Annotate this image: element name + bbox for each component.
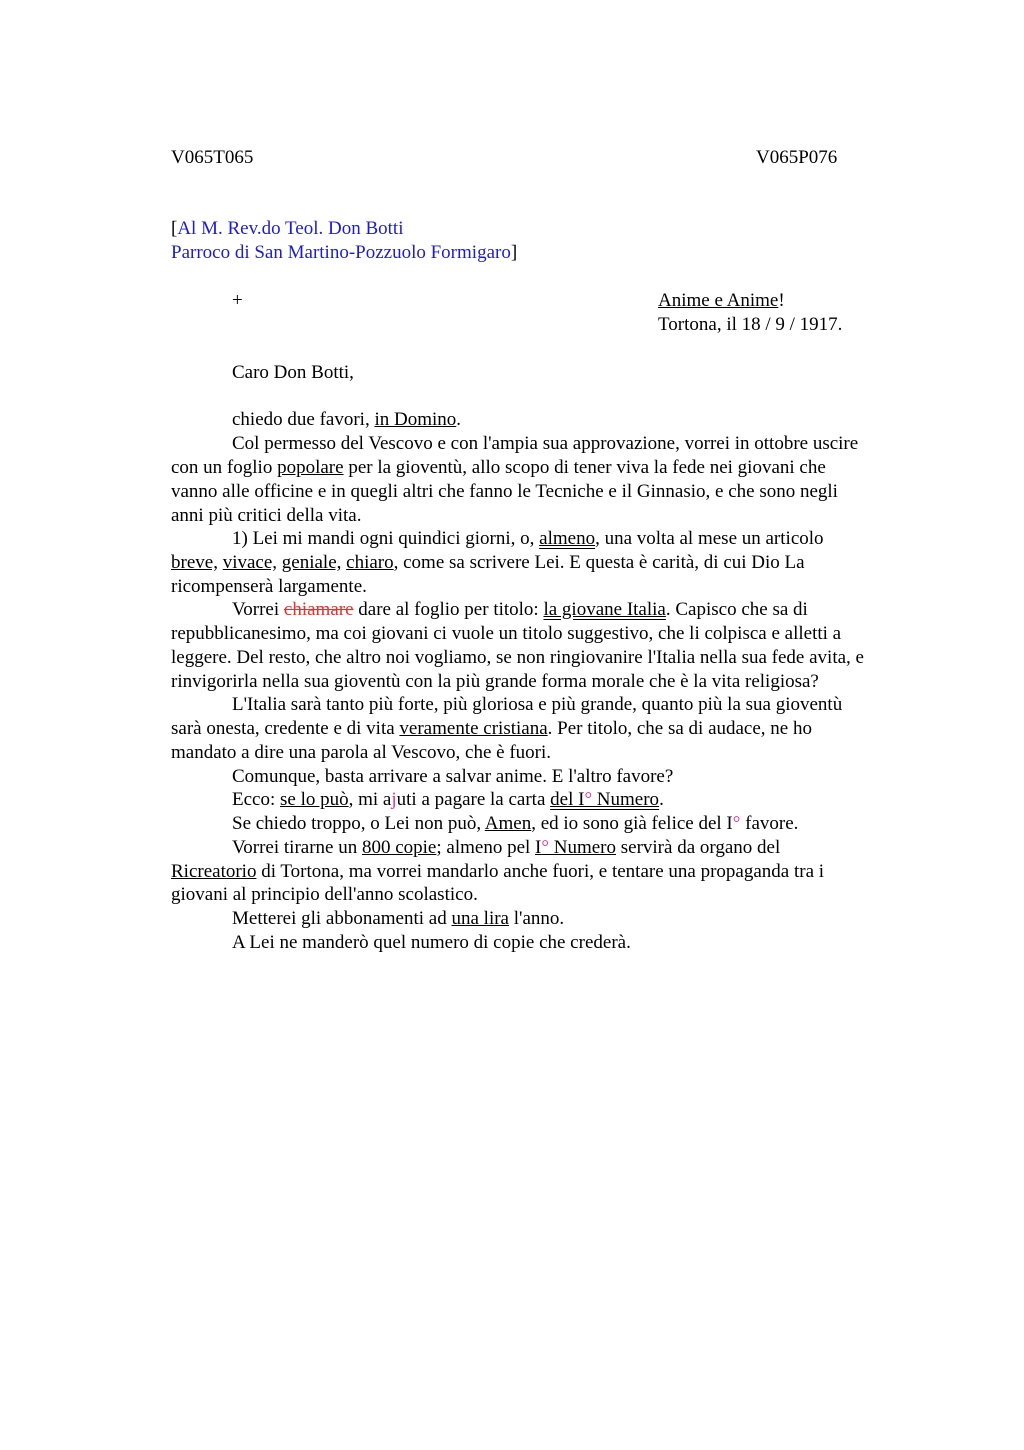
body-line-18: Se chiedo troppo, o Lei non può, Amen, ed io sono già felice del I° favore. (232, 813, 799, 834)
body-line-16: Comunque, basta arrivare a salvar anime. E l'altro favore? (232, 766, 674, 787)
date-line: Tortona, il 18 / 9 / 1917. (658, 314, 843, 335)
address-line-2: Parroco di San Martino-Pozzuolo Formigaro] (171, 242, 518, 263)
address-line-1: [Al M. Rev.do Teol. Don Botti (171, 218, 404, 239)
body-line-19: Vorrei tirarne un 800 copie; almeno pel I° Numero servirà da organo del (232, 837, 781, 858)
body-line-6: 1) Lei mi mandi ogni quindici giorni, o, almeno, una volta al mese un articolo (232, 528, 824, 549)
body-line-14: sarà onesta, credente e di vita veramente cristiana. Per titolo, che sa di audace, ne ho (171, 718, 812, 739)
body-line-21: giovani al principio dell'anno scolastico. (171, 884, 478, 905)
body-line-12: rinvigorirla nella sua gioventù con la più grande forma morale che è la vita religiosa? (171, 671, 819, 692)
body-line-15: mandato a dire una parola al Vescovo, che è fuori. (171, 742, 552, 763)
body-line-9: Vorrei chiamare dare al foglio per titolo: la giovane Italia. Capisco che sa di (232, 599, 808, 620)
body-line-13: L'Italia sarà tanto più forte, più gloriosa e più grande, quanto più la sua gioventù (232, 694, 843, 715)
body-line-11: leggere. Del resto, che altro noi vogliamo, se non ringiovanire l'Italia nella sua fede avita, e (171, 647, 864, 668)
document-code-right: V065P076 (756, 147, 838, 168)
body-line-1: chiedo due favori, in Domino. (232, 409, 462, 430)
document-code-left: V065T065 (171, 147, 254, 168)
body-line-7: breve, vivace, geniale, chiaro, come sa scrivere Lei. E questa è carità, di cui Dio La (171, 552, 805, 573)
body-line-3: con un foglio popolare per la gioventù, allo scopo di tener viva la fede nei giovani che (171, 457, 826, 478)
body-line-4: vanno alle officine e in quegli altri che fanno le Tecniche e il Ginnasio, e che sono negli (171, 481, 838, 502)
body-line-2: Col permesso del Vescovo e con l'ampia sua approvazione, vorrei in ottobre uscire (232, 433, 859, 454)
body-line-5: anni più critici della vita. (171, 505, 362, 526)
body-line-17: Ecco: se lo può, mi ajuti a pagare la carta del I° Numero. (232, 789, 664, 810)
motto: Anime e Anime! (658, 290, 785, 311)
body-line-20: Ricreatorio di Tortona, ma vorrei mandarlo anche fuori, e tentare una propaganda tra i (171, 861, 825, 882)
salutation: Caro Don Botti, (232, 362, 354, 383)
body-line-22: Metterei gli abbonamenti ad una lira l'anno. (232, 908, 565, 929)
body-line-10: repubblicanesimo, ma coi giovani ci vuole un titolo suggestivo, che li colpisca e alletti a (171, 623, 842, 644)
cross-symbol: + (232, 290, 243, 311)
body-line-8: ricompenserà largamente. (171, 576, 367, 597)
body-line-23: A Lei ne manderò quel numero di copie che crederà. (232, 932, 631, 953)
